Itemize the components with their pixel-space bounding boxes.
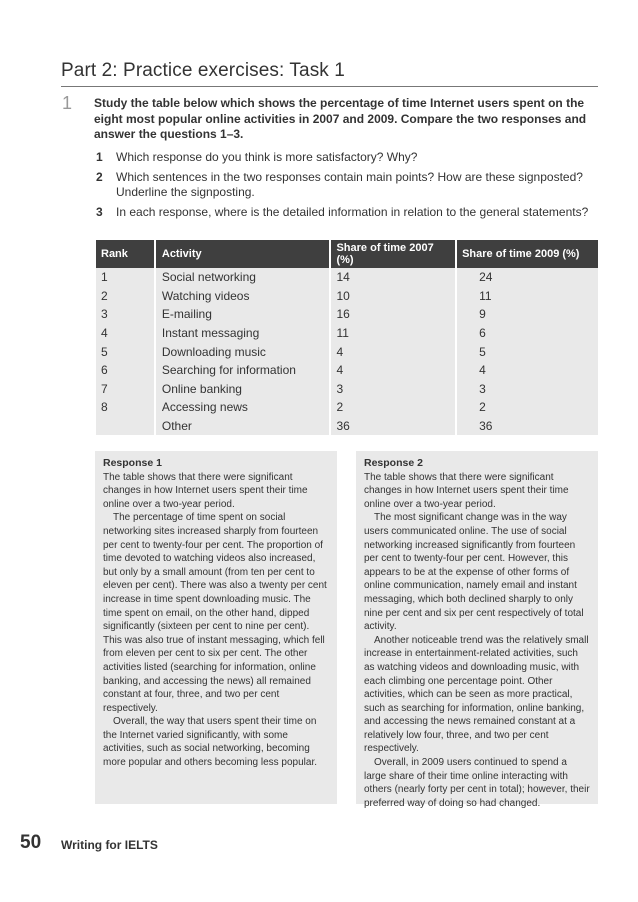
- table-row: [96, 287, 598, 306]
- header-rank: Rank: [96, 240, 156, 268]
- cell-activity: Accessing news: [156, 398, 332, 417]
- cell-2007: 36: [331, 417, 457, 436]
- cell-rank: 5: [96, 342, 156, 361]
- response-2-box: [356, 451, 598, 809]
- question-item: [96, 150, 601, 166]
- cell-rank: [96, 417, 156, 436]
- question-number: 1: [96, 150, 103, 164]
- book-title: Writing for IELTS: [61, 838, 158, 852]
- header-2009: Share of time 2009 (%): [457, 240, 598, 268]
- table-row: [96, 324, 598, 343]
- table-row: [96, 361, 598, 380]
- cell-2007: 4: [331, 361, 457, 380]
- cell-activity: Online banking: [156, 380, 332, 399]
- cell-activity: Downloading music: [156, 342, 332, 361]
- table-row: [96, 398, 598, 417]
- cell-2009: 5: [457, 342, 598, 361]
- cell-2009: 3: [457, 380, 598, 399]
- question-text: Which sentences in the two responses contain main points? How are these signposted? Underline the signposting.: [116, 169, 583, 199]
- cell-2007: 11: [331, 324, 457, 343]
- cell-rank: 7: [96, 380, 156, 399]
- title-divider: [61, 86, 598, 87]
- question-item: [96, 170, 601, 201]
- cell-2007: 14: [331, 268, 457, 287]
- cell-activity: Other: [156, 417, 332, 436]
- response-2-paragraph: Overall, in 2009 users continued to spend a large share of their time online interacting with others (nearly forty per cent in total); however, their preferred way of doing so had changed.: [364, 757, 590, 809]
- cell-2009: 9: [457, 305, 598, 324]
- cell-activity: Social networking: [156, 268, 332, 287]
- response-1-title: Response 1: [103, 457, 162, 469]
- cell-2009: 11: [457, 287, 598, 306]
- table-header-row: [96, 240, 598, 268]
- page-title: Part 2: Practice exercises: Task 1: [61, 60, 345, 81]
- cell-rank: 4: [96, 324, 156, 343]
- cell-2009: 6: [457, 324, 598, 343]
- response-2-title: Response 2: [364, 457, 423, 469]
- question-text: In each response, where is the detailed information in relation to the general statements?: [116, 204, 589, 219]
- activity-table: [96, 240, 598, 435]
- question-list: [96, 150, 601, 224]
- cell-2009: 24: [457, 268, 598, 287]
- cell-2007: 16: [331, 305, 457, 324]
- table-row: [96, 268, 598, 287]
- cell-rank: 3: [96, 305, 156, 324]
- table-row: [96, 380, 598, 399]
- question-number: 3: [96, 204, 103, 219]
- page-number: 50: [20, 832, 42, 853]
- question-text: Which response do you think is more satisfactory? Why?: [116, 150, 418, 164]
- table-row: [96, 417, 598, 436]
- exercise-intro: Study the table below which shows the percentage of time Internet users spent on the eight most popular online activities in 2007 and 2009. Compare the two responses and answer the questions 1–3.: [94, 96, 587, 141]
- cell-activity: Searching for information: [156, 361, 332, 380]
- exercise-number: 1: [62, 93, 73, 113]
- cell-rank: 2: [96, 287, 156, 306]
- cell-2007: 4: [331, 342, 457, 361]
- question-number: 2: [96, 169, 103, 184]
- cell-2009: 36: [457, 417, 598, 436]
- cell-activity: Watching videos: [156, 287, 332, 306]
- cell-2007: 3: [331, 380, 457, 399]
- cell-2007: 10: [331, 287, 457, 306]
- cell-activity: E-mailing: [156, 305, 332, 324]
- table-row: [96, 342, 598, 361]
- table-row: [96, 305, 598, 324]
- question-item: [96, 205, 601, 221]
- cell-2007: 2: [331, 398, 457, 417]
- cell-rank: 6: [96, 361, 156, 380]
- response-2-paragraph: Another noticeable trend was the relatively small increase in entertainment-related activities, such as watching videos and downloading music, with each climbing one percentage point. Other activities, which can be seen as more practical, such as searching for information, online banking, and accessing the news remained constant at a relatively low four, three, and two per cent respectively.: [364, 634, 589, 755]
- response-1-paragraph: The table shows that there were significant changes in how Internet users spent their time online over a two-year period.: [103, 471, 308, 510]
- cell-2009: 2: [457, 398, 598, 417]
- cell-rank: 8: [96, 398, 156, 417]
- cell-rank: 1: [96, 268, 156, 287]
- response-1-paragraph: The percentage of time spent on social networking sites increased sharply from fourteen per cent to twenty-four per cent. The proportion of time devoted to watching videos also increased, but only by a small amount (from ten per cent to eleven per cent). There was also a twenty per cent increase in time spent downloading music. The time spent on email, on the other hand, dipped significantly (sixteen per cent to nine per cent). This was also true of instant messaging, which fell from eleven per cent to six per cent. The other activities listed (searching for information, online banking, and accessing the news) all remained constant at four, three, and two per cent respectively.: [103, 512, 327, 714]
- response-1-box: [95, 451, 337, 804]
- cell-2009: 4: [457, 361, 598, 380]
- header-activity: Activity: [156, 240, 332, 268]
- response-1-paragraph: Overall, the way that users spent their time on the Internet varied significantly, with some activities, such as social networking, becoming more popular and others becoming less popular.: [103, 716, 318, 769]
- header-2007: Share of time 2007 (%): [331, 240, 457, 268]
- response-2-paragraph: The table shows that there were significant changes in how Internet users spent their time online over a two-year period.: [364, 471, 569, 510]
- cell-activity: Instant messaging: [156, 324, 332, 343]
- response-2-paragraph: The most significant change was in the way users communicated online. The use of social networking increased significantly from fourteen per cent to twenty-four per cent. However, this appears to be at the expense of other forms of online communication, namely email and instant messaging, which both declined sharply to only nine per cent and six per cent respectively of total activity.: [364, 512, 584, 633]
